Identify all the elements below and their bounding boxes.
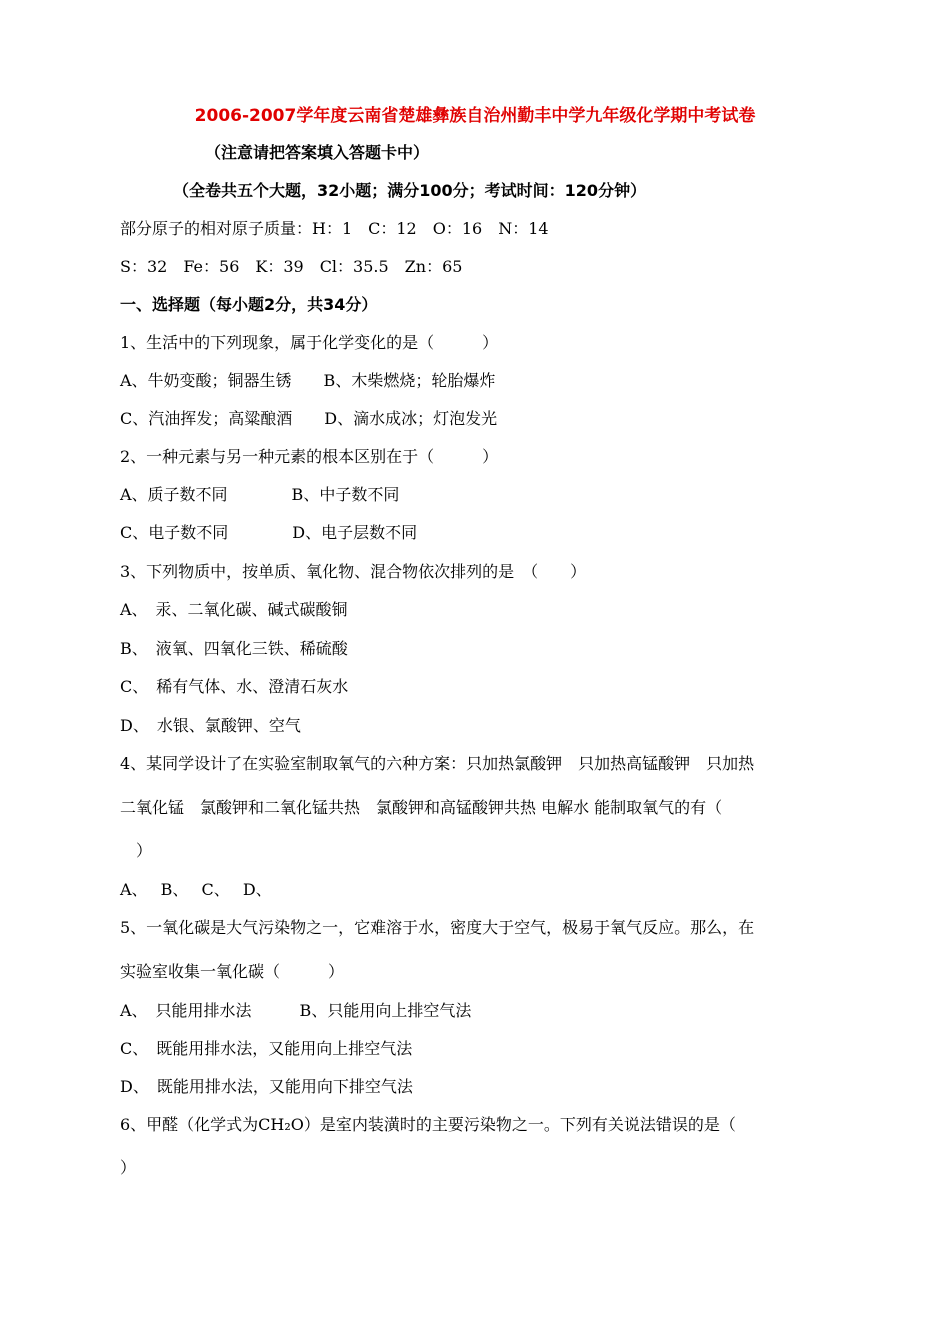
question-line: A、牛奶变酸；铜器生锈 B、木柴燃烧；轮胎爆炸 (120, 371, 496, 390)
question-line: ） (120, 841, 153, 860)
question-line: 5、一氧化碳是大气污染物之一，它难溶于水，密度大于空气，极易于氧气反应。那么，在 (120, 918, 755, 937)
question-line: C、 稀有气体、水、澄清石灰水 (120, 677, 349, 696)
question-line: A、 只能用排水法 B、只能用向上排空气法 (120, 1001, 472, 1020)
question-line: A、 B、 C、 D、 (120, 880, 272, 899)
question-line: D、 水银、氯酸钾、空气 (120, 716, 301, 735)
question-line: C、电子数不同 D、电子层数不同 (120, 523, 418, 542)
question-line: C、汽油挥发；高粱酿酒 D、滴水成冰；灯泡发光 (120, 409, 498, 428)
question-line: 实验室收集一氧化碳（ ） (120, 962, 345, 981)
section-heading: 一、选择题（每小题2分，共34分） (120, 295, 378, 314)
exam-info: （全卷共五个大题，32小题；满分100分；考试时间：120分钟） (173, 181, 647, 200)
question-line: 3、下列物质中，按单质、氧化物、混合物依次排列的是 （ ） (120, 562, 587, 581)
exam-title: 2006-2007学年度云南省楚雄彝族自治州勤丰中学九年级化学期中考试卷 (194, 106, 756, 126)
question-line: 2、一种元素与另一种元素的根本区别在于（ ） (120, 447, 499, 466)
question-line: ） (120, 1158, 137, 1177)
atomic-mass-line-2: S：32 Fe：56 K：39 Cl：35.5 Zn：65 (120, 257, 463, 276)
question-line: 1、生活中的下列现象，属于化学变化的是（ ） (120, 333, 499, 352)
question-line: A、质子数不同 B、中子数不同 (120, 485, 400, 504)
atomic-mass-line-1: 部分原子的相对原子质量：H：1 C：12 O：16 N：14 (120, 219, 549, 238)
question-line: B、 液氧、四氧化三铁、稀硫酸 (120, 639, 348, 658)
answer-note: （注意请把答案填入答题卡中） (205, 143, 430, 162)
question-line: 6、甲醛（化学式为CH₂O）是室内装潢时的主要污染物之一。下列有关说法错误的是（ (120, 1115, 736, 1134)
question-line: C、 既能用排水法，又能用向上排空气法 (120, 1039, 413, 1058)
question-line: A、 汞、二氧化碳、碱式碳酸铜 (120, 600, 348, 619)
question-line: 二氧化锰 氯酸钾和二氧化锰共热 氯酸钾和高锰酸钾共热 电解水 能制取氧气的有（ (120, 798, 723, 817)
question-line: 4、某同学设计了在实验室制取氧气的六种方案：只加热氯酸钾 只加热高锰酸钾 只加热 (120, 754, 755, 773)
question-line: D、 既能用排水法，又能用向下排空气法 (120, 1077, 413, 1096)
